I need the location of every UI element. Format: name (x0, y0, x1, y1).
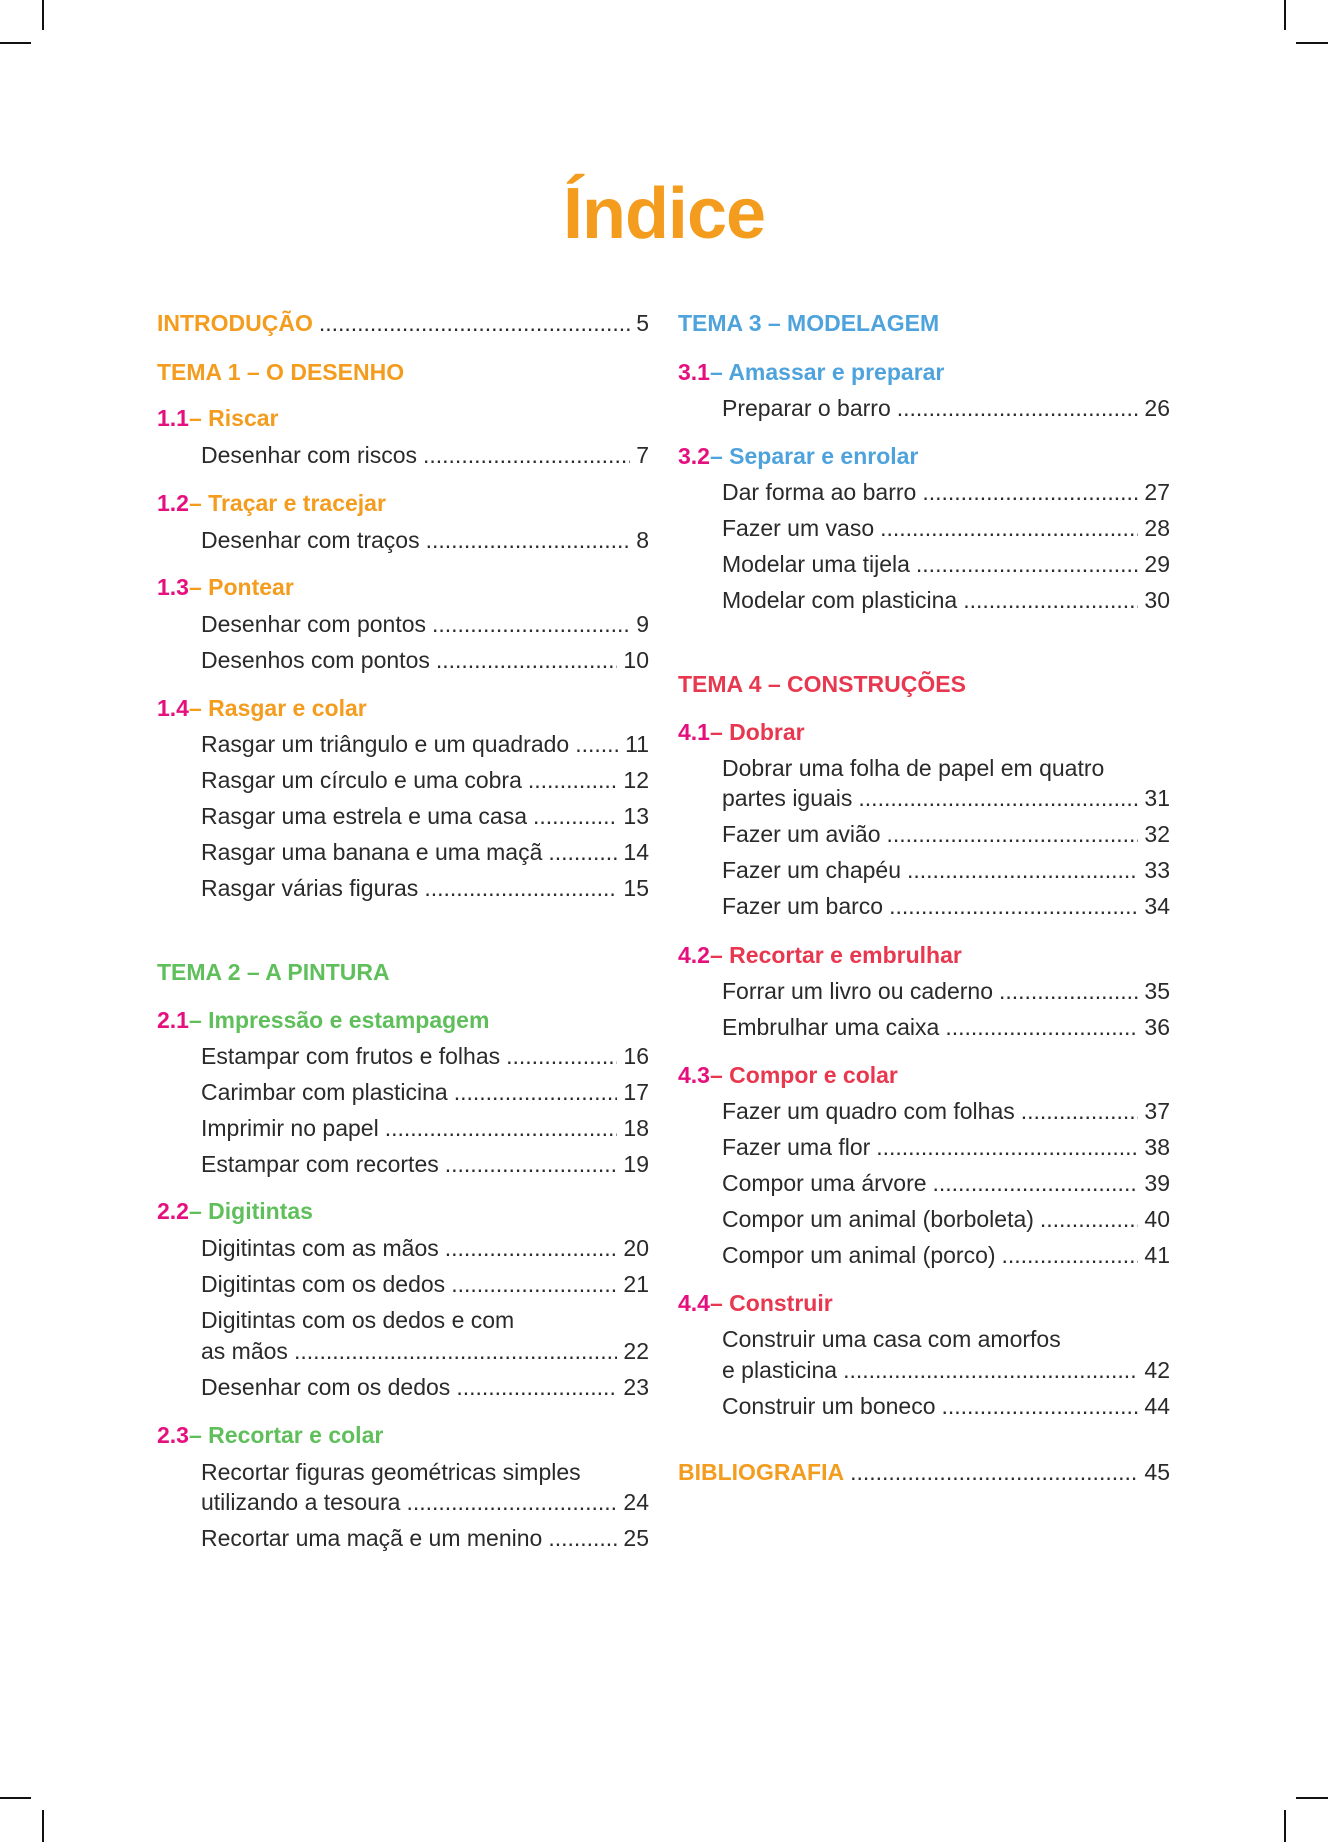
toc-entry[interactable] (722, 891, 1170, 921)
page-number: 14 (623, 839, 649, 865)
toc-entry-label: Estampar com frutos e folhas (201, 1043, 501, 1069)
page-number: 33 (1144, 857, 1170, 883)
page-number: 15 (623, 875, 649, 901)
subsection-title: – Pontear (188, 574, 294, 600)
toc-entry[interactable] (201, 645, 649, 675)
page-number: 41 (1144, 1242, 1170, 1268)
toc-entry[interactable] (201, 1149, 649, 1179)
page-number: 37 (1144, 1098, 1170, 1124)
toc-entry[interactable] (201, 1077, 649, 1107)
toc-entry[interactable] (722, 976, 1170, 1006)
toc-entry[interactable] (722, 1012, 1170, 1042)
toc-entry[interactable] (722, 819, 1170, 849)
dot-leader (922, 477, 1138, 507)
toc-entry-label: Estampar com recortes (201, 1151, 439, 1177)
toc-entry[interactable] (201, 525, 649, 555)
toc-entry-label: Recortar uma maçã e um menino (201, 1525, 543, 1551)
crop-mark-top-right-horizontal (1296, 42, 1328, 44)
toc-entry-label: Rasgar uma banana e uma maçã (201, 839, 543, 865)
toc-entry[interactable] (201, 801, 649, 831)
subsection-number: 3.1 (678, 359, 710, 385)
subsection-number: 4.4 (678, 1290, 710, 1316)
dot-leader (456, 1372, 617, 1402)
subsection-title: – Compor e colar (709, 1062, 898, 1088)
page-number: 40 (1144, 1206, 1170, 1232)
toc-entry-label: partes iguais (722, 785, 853, 811)
subsection-number: 2.2 (157, 1198, 189, 1224)
page-number: 9 (636, 611, 649, 637)
toc-entry-label: Rasgar um triângulo e um quadrado (201, 731, 570, 757)
subsection-heading (678, 1288, 833, 1318)
toc-entry[interactable] (722, 1168, 1170, 1198)
toc-entry-label: INTRODUÇÃO (157, 310, 313, 336)
page-number: 7 (636, 442, 649, 468)
subsection-number: 2.1 (157, 1007, 189, 1033)
page-number: 24 (623, 1489, 649, 1515)
dot-leader (876, 1132, 1138, 1162)
dot-leader (963, 585, 1138, 615)
subsection-number: 2.3 (157, 1422, 189, 1448)
page-number: 18 (623, 1115, 649, 1141)
subsection-number: 1.1 (157, 405, 189, 431)
dot-leader (1021, 1096, 1139, 1126)
crop-mark-bottom-left-vertical (42, 1810, 44, 1842)
toc-entry-label: Digitintas com as mãos (201, 1235, 439, 1261)
page-number: 39 (1144, 1170, 1170, 1196)
tema-heading (157, 357, 404, 387)
toc-entry[interactable] (201, 1113, 649, 1143)
page-title: Índice (562, 174, 766, 254)
dot-leader (451, 1269, 617, 1299)
toc-entry-label-line1[interactable]: Construir uma casa com amorfos (722, 1326, 1061, 1352)
toc-entry[interactable] (201, 873, 649, 903)
toc-entry[interactable] (722, 477, 1170, 507)
dot-leader (548, 1523, 617, 1553)
page-number: 12 (623, 767, 649, 793)
page-number: 8 (636, 527, 649, 553)
page-number: 20 (623, 1235, 649, 1261)
page-number: 16 (623, 1043, 649, 1069)
dot-leader (426, 525, 631, 555)
crop-mark-top-right-vertical (1284, 0, 1286, 30)
dot-leader (843, 1355, 1138, 1385)
subsection-heading (678, 357, 944, 387)
toc-entry-label: utilizando a tesoura (201, 1489, 401, 1515)
subsection-title: – Riscar (188, 405, 279, 431)
toc-entry[interactable] (722, 1391, 1170, 1421)
toc-entry-label: Carimbar com plasticina (201, 1079, 448, 1105)
subsection-title: – Separar e enrolar (709, 443, 919, 469)
subsection-heading (678, 441, 918, 471)
subsection-title: – Recortar e colar (188, 1422, 384, 1448)
dot-leader (907, 855, 1138, 885)
toc-entry-label: Imprimir no papel (201, 1115, 379, 1141)
toc-entry-label: Fazer um chapéu (722, 857, 901, 883)
dot-leader (858, 783, 1138, 813)
toc-entry[interactable] (201, 440, 649, 470)
page-number: 11 (625, 731, 649, 757)
toc-entry[interactable] (722, 585, 1170, 615)
toc-entry-label: Fazer um avião (722, 821, 881, 847)
dot-leader (942, 1391, 1139, 1421)
dot-leader (548, 837, 617, 867)
toc-entry-label: Compor uma árvore (722, 1170, 927, 1196)
toc-entry-bibliografia[interactable] (678, 1457, 1170, 1487)
subsection-number: 4.1 (678, 719, 710, 745)
dot-leader (850, 1457, 1138, 1487)
tema-heading-text: TEMA 4 – CONSTRUÇÕES (678, 671, 966, 697)
dot-leader (436, 645, 618, 675)
toc-entry[interactable] (722, 1204, 1170, 1234)
toc-entry[interactable] (201, 1233, 649, 1263)
subsection-heading (678, 1060, 898, 1090)
toc-entry[interactable] (201, 1372, 649, 1402)
toc-entry[interactable] (201, 765, 649, 795)
subsection-heading (157, 1420, 383, 1450)
subsection-title: – Rasgar e colar (188, 695, 367, 721)
dot-leader (445, 1149, 618, 1179)
subsection-heading (157, 403, 279, 433)
crop-mark-top-left-vertical (42, 0, 44, 30)
subsection-heading (157, 1005, 489, 1035)
toc-entry-label: Desenhar com os dedos (201, 1374, 451, 1400)
subsection-title: – Recortar e embrulhar (709, 942, 962, 968)
toc-entry[interactable] (201, 837, 649, 867)
toc-entry-label: Preparar o barro (722, 395, 891, 421)
toc-entry-introducao[interactable] (157, 308, 649, 338)
subsection-title: – Construir (709, 1290, 833, 1316)
toc-entry-label: e plasticina (722, 1357, 838, 1383)
dot-leader (897, 393, 1139, 423)
page-number: 26 (1144, 395, 1170, 421)
dot-leader (933, 1168, 1139, 1198)
subsection-title: – Amassar e preparar (709, 359, 945, 385)
toc-entry-label-line1[interactable]: Dobrar uma folha de papel em quatro (722, 755, 1105, 781)
dot-leader (423, 440, 630, 470)
toc-entry-label: as mãos (201, 1338, 288, 1364)
subsection-number: 1.2 (157, 490, 189, 516)
dot-leader (454, 1077, 618, 1107)
toc-entry[interactable] (201, 1487, 649, 1517)
page-number: 22 (623, 1338, 649, 1364)
toc-entry-label: Digitintas com os dedos (201, 1271, 446, 1297)
page-number: 19 (623, 1151, 649, 1177)
crop-mark-bottom-left-horizontal (0, 1797, 31, 1799)
subsection-title: – Dobrar (709, 719, 805, 745)
toc-entry-label: Construir um boneco (722, 1393, 936, 1419)
toc-entry-label: Modelar uma tijela (722, 551, 910, 577)
subsection-heading (678, 940, 962, 970)
dot-leader (533, 801, 617, 831)
page-number: 5 (636, 310, 649, 336)
page-number: 35 (1144, 978, 1170, 1004)
toc-entry-label: BIBLIOGRAFIA (678, 1459, 845, 1485)
subsection-title: – Impressão e estampagem (188, 1007, 490, 1033)
page-number: 25 (623, 1525, 649, 1551)
toc-entry[interactable] (201, 609, 649, 639)
subsection-number: 1.4 (157, 695, 189, 721)
page-number: 17 (623, 1079, 649, 1105)
dot-leader (887, 819, 1139, 849)
toc-entry[interactable] (722, 549, 1170, 579)
toc-entry[interactable] (722, 1355, 1170, 1385)
toc-entry-label: Desenhar com riscos (201, 442, 418, 468)
page-number: 10 (623, 647, 649, 673)
toc-entry-label-line1[interactable]: Recortar figuras geométricas simples (201, 1459, 581, 1485)
dot-leader (528, 765, 618, 795)
subsection-heading (678, 717, 805, 747)
toc-entry-label: Rasgar um círculo e uma cobra (201, 767, 522, 793)
toc-entry-label: Desenhar com pontos (201, 611, 427, 637)
dot-leader (406, 1487, 617, 1517)
toc-entry-label: Compor um animal (borboleta) (722, 1206, 1034, 1232)
toc-entry-label: Rasgar várias figuras (201, 875, 419, 901)
subsection-title: – Traçar e tracejar (188, 490, 386, 516)
dot-leader (916, 549, 1138, 579)
toc-entry-label: Forrar um livro ou caderno (722, 978, 993, 1004)
toc-entry-label: Embrulhar uma caixa (722, 1014, 940, 1040)
dot-leader (432, 609, 630, 639)
page-number: 30 (1144, 587, 1170, 613)
dot-leader (999, 976, 1138, 1006)
toc-entry[interactable] (201, 1041, 649, 1071)
toc-entry-label: Rasgar uma estrela e uma casa (201, 803, 527, 829)
toc-entry[interactable] (722, 1240, 1170, 1270)
dot-leader (294, 1336, 617, 1366)
toc-entry[interactable] (201, 1336, 649, 1366)
tema-heading-text: TEMA 3 – MODELAGEM (678, 310, 940, 336)
toc-entry[interactable] (201, 1269, 649, 1299)
toc-entry-label: Fazer uma flor (722, 1134, 871, 1160)
dot-leader (319, 308, 630, 338)
subsection-title: – Digitintas (188, 1198, 313, 1224)
toc-entry-label: Compor um animal (porco) (722, 1242, 996, 1268)
dot-leader (575, 729, 619, 759)
subsection-number: 4.3 (678, 1062, 710, 1088)
toc-entry-label: Desenhar com traços (201, 527, 420, 553)
dot-leader (506, 1041, 617, 1071)
dot-leader (424, 873, 617, 903)
dot-leader (889, 891, 1138, 921)
subsection-number: 1.3 (157, 574, 189, 600)
toc-entry-label: Fazer um barco (722, 893, 884, 919)
toc-entry-label: Dar forma ao barro (722, 479, 917, 505)
toc-entry[interactable] (722, 855, 1170, 885)
subsection-heading (157, 1196, 313, 1226)
dot-leader (880, 513, 1138, 543)
tema-heading (678, 308, 939, 338)
page-number: 13 (623, 803, 649, 829)
subsection-number: 4.2 (678, 942, 710, 968)
page-number: 32 (1144, 821, 1170, 847)
page-number: 34 (1144, 893, 1170, 919)
toc-entry[interactable] (722, 1132, 1170, 1162)
subsection-heading (157, 488, 386, 518)
page-number: 44 (1144, 1393, 1170, 1419)
tema-heading (678, 669, 966, 699)
toc-entry[interactable] (722, 513, 1170, 543)
toc-entry[interactable] (201, 729, 649, 759)
toc-entry-label: Fazer um vaso (722, 515, 875, 541)
tema-heading-text: TEMA 1 – O DESENHO (157, 359, 405, 385)
toc-entry-label: Fazer um quadro com folhas (722, 1098, 1015, 1124)
dot-leader (445, 1233, 618, 1263)
page-number: 29 (1144, 551, 1170, 577)
page-number: 42 (1144, 1357, 1170, 1383)
toc-entry-label-line1[interactable]: Digitintas com os dedos e com (201, 1307, 515, 1333)
toc-entry[interactable] (201, 1523, 649, 1553)
page-number: 45 (1144, 1459, 1170, 1485)
dot-leader (385, 1113, 618, 1143)
toc-entry-label: Desenhos com pontos (201, 647, 430, 673)
tema-heading-text: TEMA 2 – A PINTURA (157, 959, 390, 985)
crop-mark-bottom-right-horizontal (1296, 1797, 1328, 1799)
subsection-heading (157, 693, 367, 723)
crop-mark-top-left-horizontal (0, 42, 31, 44)
toc-entry[interactable] (722, 1096, 1170, 1126)
toc-entry[interactable] (722, 393, 1170, 423)
dot-leader (1002, 1240, 1139, 1270)
page-number: 21 (623, 1271, 649, 1297)
page-number: 23 (623, 1374, 649, 1400)
dot-leader (1040, 1204, 1139, 1234)
tema-heading (157, 957, 390, 987)
crop-mark-bottom-right-vertical (1284, 1810, 1286, 1842)
subsection-number: 3.2 (678, 443, 710, 469)
toc-entry[interactable] (722, 783, 1170, 813)
page-number: 31 (1144, 785, 1170, 811)
page-number: 36 (1144, 1014, 1170, 1040)
dot-leader (945, 1012, 1138, 1042)
page-number: 27 (1144, 479, 1170, 505)
subsection-heading (157, 572, 294, 602)
toc-entry-label: Modelar com plasticina (722, 587, 958, 613)
page-number: 38 (1144, 1134, 1170, 1160)
page-number: 28 (1144, 515, 1170, 541)
